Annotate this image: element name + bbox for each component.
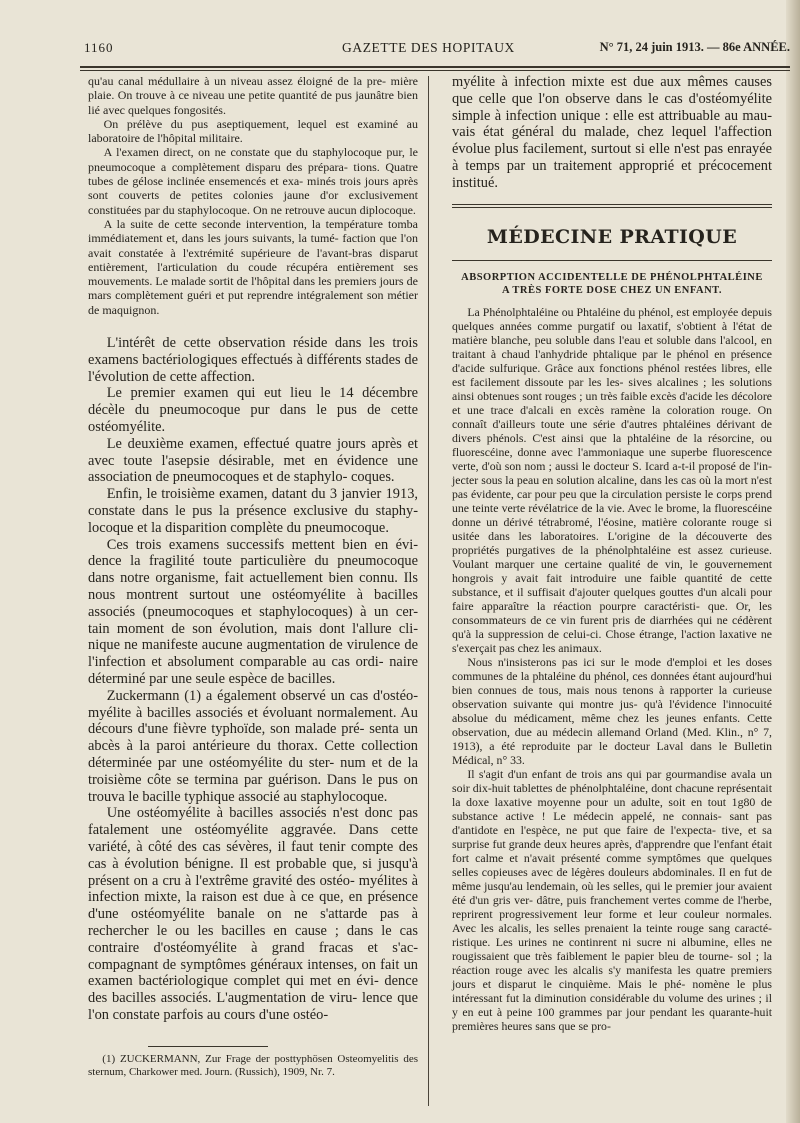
paragraph: On prélève du pus aseptiquement, lequel est examiné au laboratoire de l'hôpital militaire. xyxy=(88,116,418,146)
subheading-line: A TRÈS FORTE DOSE CHEZ UN ENFANT. xyxy=(501,284,723,296)
section-rule xyxy=(452,204,772,208)
column-divider xyxy=(428,76,429,1106)
paragraph: Ces trois examens successifs mettent bien en évi- dence la fragilité toute particulière du pneumocoque dans notre organisme, fait actuellement bien connu. Ils nous montrent surtout une ostéomyélite à bacilles associés (pneumocoques et staphylocoques) à un cer- tain moment de son évolution, mais dont l'allure cli- nique ne manifeste aucune augmentation de virulence de l'infection et absolument comparable au cas ordi- naire déterminé par une seule espèce de bacilles. xyxy=(88,536,418,687)
paragraph: L'intérêt de cette observation réside dans les trois examens bactériologiques effectués à différents stades de l'évolution de cette affection. xyxy=(88,335,418,385)
article-subheading xyxy=(452,271,772,297)
paragraph: Le premier examen qui eut lieu le 14 décembre décèle du pneumocoque pur dans le pus de cette ostéomyélite. xyxy=(88,385,418,436)
paragraph: Une ostéomyélite à bacilles associés n'est donc pas fatalement une ostéomyélite aggravée. Dans cette variété, à côté des cas sévères, il faut tenir compte des cas à évolution bénigne. Il est probable que, si jusqu'à présent on a cru à l'extrême gravité des ostéo- myélites à infection mixte, la raison est due à ce que, en présence d'une ostéomyélite banale on ne s'attarde pas à rechercher le ou les bacilles en cause ; dans le cas contraire d'ostéomyélite à grand fracas et s'ac- compagnant de symptômes généraux intenses, on fait un examen bactériologique complet qui met en évi- dence des bacilles associés. L'augmentation de viru- lence que l'on constate parfois au cours d'une ostéo- xyxy=(88,805,418,1023)
running-header xyxy=(80,40,790,62)
right-column xyxy=(452,74,772,1033)
spacer xyxy=(88,317,418,335)
paragraph: Il s'agit d'un enfant de trois ans qui par gourmandise avala un soir dix-huit tablettes de phénolphtaléine, dont chacune représentait la doxe laxative moyenne pour un adulte, soit en tout 1g80 de substance active ! Le médecin appelé, ne connais- sant pas d'antidote en l'espèce, ne put que faire de l'expecta- tive, et sa surprise fut grande deux heures après, d'apprendre que l'enfant était fort calme et n'avait présenté comme symptômes que quelques selles copieuses avec de légères douleurs abdominales. Il en fut de même jusqu'au lendemain, où les selles, qui le premier jour avaient été d'un gris ver- dâtre, puis franchement vertes comme de l'herbe, reprirent progressivement leur forme et leur couleur normales. Avec les alcalis, les selles prenaient la teinte rouge sang caracté- ristique. Les urines ne continrent ni sucre ni albumine, elles ne rougissaient que très faiblement le papier bleu de tourne- sol ; la réaction rouge avec les alcalis s'y manifesta les quatre premiers jours et disparut le cinquième. Mais le phé- nomène le plus intéressant fut la diminution considérable du volume des urines ; il y en eut à peine 100 grammes par jour pendant les quarante-huit premières heures sans que se pro- xyxy=(452,766,772,1033)
page-number: 1160 xyxy=(84,40,114,55)
section-title: MÉDECINE PRATIQUE xyxy=(486,225,738,248)
subheading-line: ABSORPTION ACCIDENTELLE DE PHÉNOLPHTALÉINE xyxy=(461,271,763,283)
paragraph: Enfin, le troisième examen, datant du 3 janvier 1913, constate dans le pus la présence exclusive du staphy- locoque et la disparition complète du pneumocoque. xyxy=(88,486,418,536)
header-rule xyxy=(80,66,790,71)
journal-title: GAZETTE DES HOPITAUX xyxy=(342,40,515,55)
paragraph: myélite à infection mixte est due aux mêmes causes que celle que l'on observe dans le cas d'ostéomyélite simple à infection unique : elle est attribuable au mau- vais état général du malade, chez lequel l'affection évolue plus facilement, surtout si elle n'est pas enrayée à temps par un traitement approprié et précocement institué. xyxy=(452,74,772,191)
footnote-rule xyxy=(148,1046,268,1047)
paragraph: A la suite de cette seconde intervention, la température tomba immédiatement et, dans les jours suivants, la tumé- faction que l'on avait constatée à l'extrémité supérieure de l'avant-bras disparut entièrement, l'articulation du coude récupéra entièrement ses mouvements. Le malade sortit de l'hôpital dans les premiers jours de mars complètement guéri et put reprendre intégralement son métier de maquignon. xyxy=(88,216,418,317)
title-rule xyxy=(452,260,772,261)
paragraph: A l'examen direct, on ne constate que du staphylocoque pur, le pneumocoque a complètement disparu des prépara- tions. Quatre tubes de gélose inclinée ensemencés et exa- minés trois jours après sont couverts de petites colonies jaune d'or exclusivement constituées par du staphylocoque. On ne retrouve aucun diplocoque. xyxy=(88,145,418,217)
left-column xyxy=(88,74,418,1079)
paragraph: La Phénolphtaléine ou Phtaléine du phénol, est employée depuis quelques années comme purgatif ou laxatif, s'obtient à l'état de matière blanche, peu soluble dans l'eau et soluble dans l'alcool, en traitant à chaud l'anhydride phtalique par le phénol en présence d'acide sulfurique. Grâce aux fonctions phénol restées libres, elle est facilement dissoute par les les- sives alcalines ; les solutions ainsi obtenues sont rouges ; un très faible excès d'acide les décolore et une trace d'alcali en excès ramène la coloration rouge. On connaît d'ailleurs toute une série d'autres phtaléines dérivant de divers phénols. C'est ainsi que la phtaléine de la résorcine, ou fluorescéine, donne avec l'ammoniaque une superbe fluorescence verte, d'où son nom ; aussi le docteur S. Icard a-t-il proposé de l'in- jecter sous la peau en solution alcaline, dans les cas où la mort n'est pas évidente, car pour peu que la circulation persiste le corps prend une teinte verte révélatrice de la vie. Avec le brome, la fluorescéine donne un dérivé tétrabromé, l'éosine, matière colorante rouge si usitée dans les laboratoires. L'origine de la découverte des propriétés purgatives de la phénolphtaléine est assez curieuse. Voulant marquer une certaine qualité de vin, le gouvernement hongrois y avait fait introduire une faible quantité de cette substance, et il suffisait d'ajouter quelques gouttes d'un alcali pour faire apparaître la réaction pourpre caractéristi- que. Or, les consommateurs de ce vin furent pris de diarrhées qui ne cédèrent qu'à la suppression de celui-ci. Chose étrange, l'action laxative ne s'exerçait pas chez les animaux. xyxy=(452,304,772,655)
paragraph: Zuckermann (1) a également observé un cas d'ostéo- myélite à bacilles associés et évoluant normalement. Au décours d'une fièvre typhoïde, son malade pré- senta un abcès à la paroi antérieure du thorax. Cette collection déterminée par une ostéomyélite du ster- num et de la troisième côte se termina par guérison. Dans le pus on trouva le bacille typhique associé au staphylocoque. xyxy=(88,687,418,805)
paragraph: Nous n'insisterons pas ici sur le mode d'emploi et les doses communes de la phtaléine du phénol, ces données étant aujourd'hui bien connues de tous, mais nous tenons à rapporter la curieuse observation suivante qui montre jus- qu'à l'évidence l'innocuité absolue du médicament, même chez les jeunes enfants. Cette observation, due au médecin allemand Orland (Med. Klin., n° 7, 1913), a été reproduite par le docteur Laval dans le Bulletin Médical, n° 33. xyxy=(452,654,772,767)
footnote: (1) ZUCKERMANN, Zur Frage der posttyphösen Osteomyelitis des sternum, Charkower med. Journ. (Russich), 1909, Nr. 7. xyxy=(88,1052,418,1078)
paragraph: qu'au canal médullaire à un niveau assez éloigné de la pre- mière plaie. On trouve à ce niveau une petite quantité de pus jaunâtre bien lié avec quelques fongosités. xyxy=(88,74,418,117)
page-edge xyxy=(786,0,800,1123)
issue-info: N° 71, 24 juin 1913. — 86e ANNÉE. xyxy=(599,40,790,54)
paragraph: Le deuxième examen, effectué quatre jours après et avec toute l'asepsie désirable, met en évidence une association de pneumocoques et de staphylo- coques. xyxy=(88,435,418,486)
